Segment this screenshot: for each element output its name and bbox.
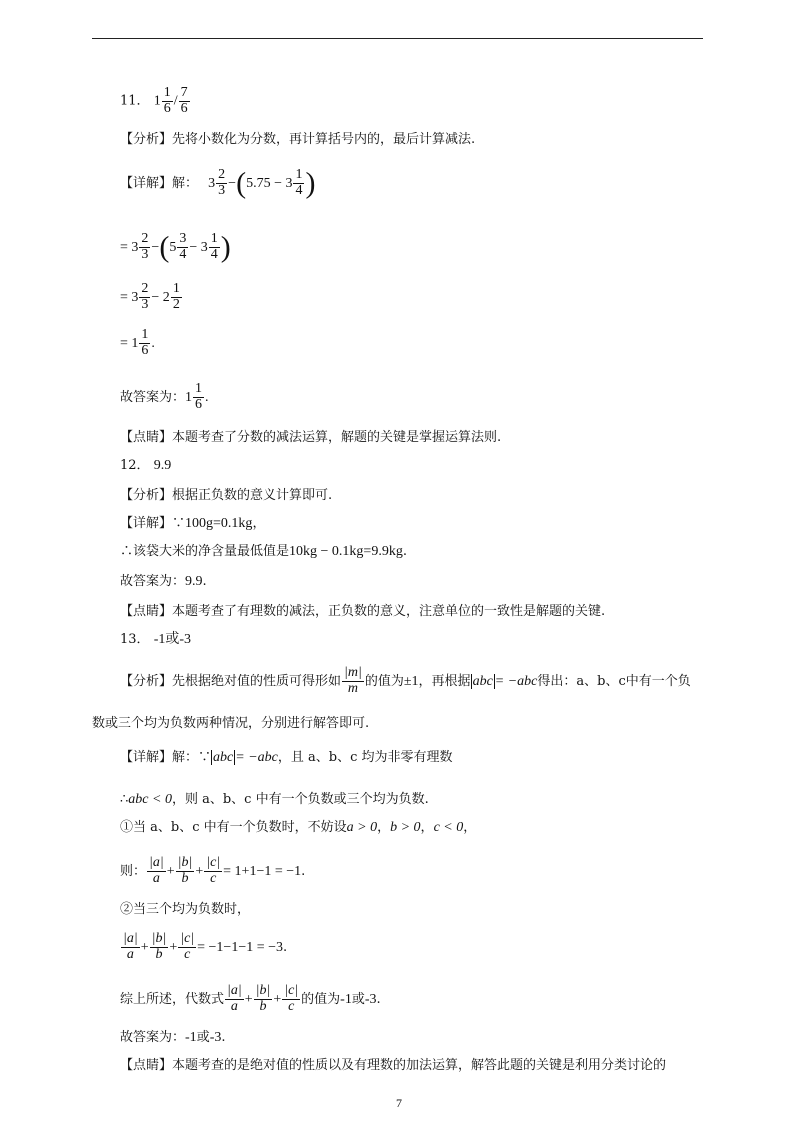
- q12-answer-line: 12． 9.9: [120, 458, 172, 473]
- page-number: 7: [396, 1096, 402, 1110]
- q13-detail: 【详解】解：∵ abc = −abc，且 a、b、c 均为非零有理数: [120, 750, 453, 765]
- q12-number: 12．: [120, 458, 150, 473]
- q12-analysis: 【分析】根据正负数的意义计算即可.: [120, 488, 333, 503]
- q13-case2-calc: $\frac{|a|}{a}$ + $\frac{|b|}{b}$ + $\frac{|c|}{c}$ = −1−1−1 = −3.: [123, 931, 288, 962]
- q13-case1: ①当 a、b、c 中有一个负数时，不妨设a > 0，b > 0，c < 0，: [120, 820, 477, 835]
- q11-step-2: = 3 $\frac{2}{3}$ − 2 $\frac{1}{2}$: [120, 281, 180, 312]
- header-rule: [92, 38, 703, 39]
- q13-answer-statement: 故答案为：-1或-3.: [120, 1030, 226, 1045]
- q13-number: 13．: [120, 632, 150, 647]
- q12-detail: 【详解】∵100g=0.1kg，: [120, 516, 266, 531]
- q11-analysis: 【分析】先将小数化为分数，再计算括号内的，最后计算减法.: [120, 132, 476, 147]
- q13-therefore: ∴abc < 0，则 a、b、c 中有一个负数或三个均为负数.: [120, 792, 429, 807]
- q13-analysis: 【分析】先根据绝对值的性质可得形如 $\frac{|m|}{m}$ 的值为±1，再根据 abc = −abc得出：a、b、c中有一个负: [120, 665, 691, 696]
- q13-case2: ②当三个均为负数时，: [120, 902, 251, 917]
- q11-answer-fraction: $\frac{1}{6}$: [163, 85, 171, 116]
- q12-detail-2: ∴该袋大米的净含量最低值是10kg − 0.1kg=9.9kg.: [120, 544, 407, 559]
- q11-answer-line: 11． 1 $\frac{1}{6}$ / $\frac{7}{6}$: [120, 85, 188, 116]
- q12-comment: 【点睛】本题考查了有理数的减法，正负数的意义，注意单位的一致性是解题的关键.: [120, 604, 606, 619]
- q13-comment: 【点睛】本题考查的是绝对值的性质以及有理数的加法运算，解答此题的关键是利用分类讨论的: [120, 1058, 667, 1073]
- q11-answer-alt-fraction: $\frac{7}{6}$: [180, 85, 188, 116]
- q13-answer-line: 13． -1或-3: [120, 632, 192, 647]
- q12-answer-statement: 故答案为：9.9.: [120, 574, 207, 589]
- q11-comment: 【点睛】本题考查了分数的减法运算，解题的关键是掌握运算法则.: [120, 430, 502, 445]
- q11-step-3: = 1 $\frac{1}{6}$ .: [120, 327, 155, 358]
- q11-detail-line: 【详解】解： 3 $\frac{2}{3}$ −(5.75 − 3 $\frac{1}{4}$ ): [120, 166, 316, 200]
- q13-case1-calc: 则： $\frac{|a|}{a}$ + $\frac{|b|}{b}$ + $\frac{|c|}{c}$ = 1+1−1 = −1.: [120, 855, 306, 886]
- q13-summary: 综上所述，代数式 $\frac{|a|}{a}$ + $\frac{|b|}{b}$ + $\frac{|c|}{c}$ 的值为-1或-3.: [120, 983, 381, 1014]
- q11-answer-statement: 故答案为：1 $\frac{1}{6}$ .: [120, 381, 209, 412]
- q11-step-1: = 3 $\frac{2}{3}$ −(5 $\frac{3}{4}$ − 3 $\frac{1}{4}$ ): [120, 230, 231, 264]
- q13-analysis-line2: 数或三个均为负数两种情况，分别进行解答即可.: [92, 716, 370, 731]
- q11-number: 11．: [120, 93, 150, 109]
